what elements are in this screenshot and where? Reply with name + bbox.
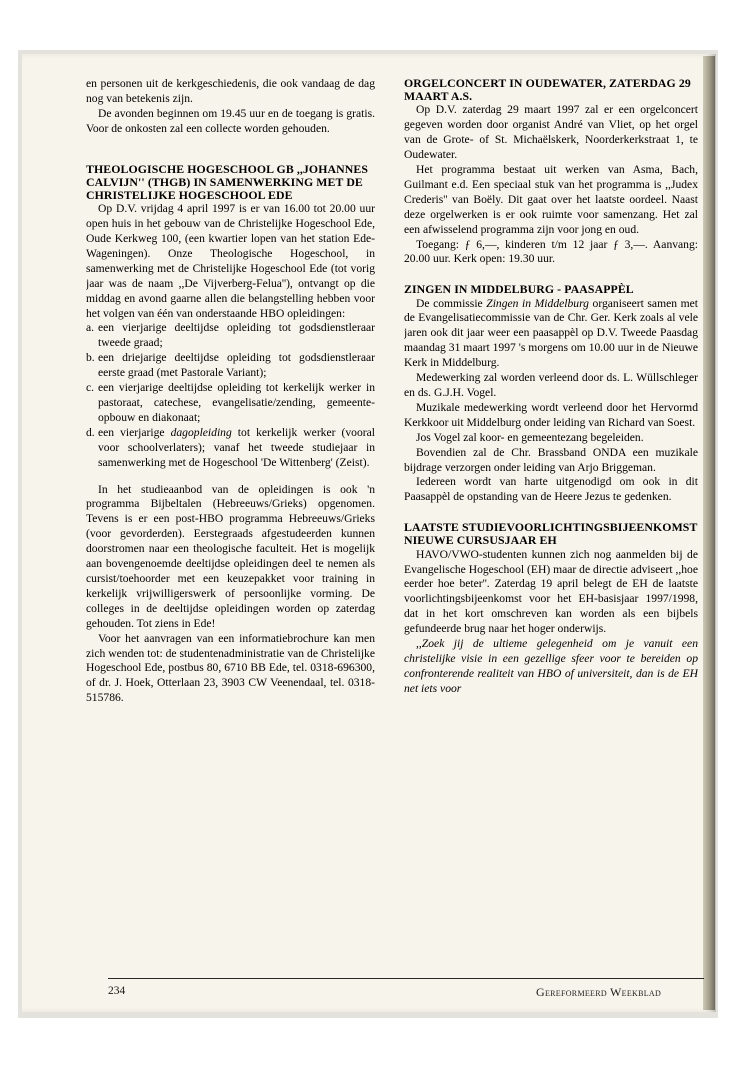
page-number: 234 [108,985,126,997]
zingen-paragraph-2: Medewerking zal worden verleend door ds. L. Wüllschleger en ds. G.J.H. Vogel. [404,371,698,400]
left-column [86,77,375,706]
page-binding-edge [703,56,715,1010]
thgb-paragraph-3: Voor het aanvragen van een informatiebrochure kan men zich wenden tot: de studentenadministratie van de Christelijke Hogeschool Ede, postbus 80, 6710 BB Ede, tel. 0318-696300, of dr. J. Hoek, Otterlaan 23, 3903 CW Veenendaal, tel. 0318-515786. [86,631,375,705]
zingen-paragraph-6: Iedereen wordt van harte uitgenodigd om ook in dit Paasappèl de opstanding van de Heere Jezus te gedenken. [404,475,698,504]
intro-paragraph-1: en personen uit de kerkgeschiedenis, die ook vandaag de dag nog van betekenis zijn. [86,77,375,105]
eh-paragraph-2: ,,Zoek jij de ultieme gelegenheid om je vanuit een christelijke visie in een gezellige sfeer voor te bereiden op confronterende realiteit van HBO of universiteit, dan is de EH net iets voor [404,637,698,695]
orgel-paragraph-3: Toegang: ƒ 6,—, kinderen t/m 12 jaar ƒ 3,—. Aanvang: 20.00 uur. Kerk open: 19.30 uur. [404,237,698,266]
heading-zingen-in-middelburg: ZINGEN IN MIDDELBURG - PAASAPPÈL [404,282,634,297]
heading-orgelconcert: ORGELCONCERT IN OUDEWATER, ZATERDAG 29 MAART A.S. [404,77,691,104]
publication-name: Gereformeerd Weekblad [536,985,662,999]
list-item: a. een vierjarige deeltijdse opleiding tot godsdienstleraar tweede graad; [86,321,375,350]
list-item: b. een driejarige deeltijdse opleiding tot godsdienstleraar eerste graad (met Pastorale Variant); [86,351,375,380]
opleidingen-list [86,321,375,470]
zingen-paragraph-1: De commissie Zingen in Middelburg organiseert samen met de Evangelisatiecommissie van de Chr. Ger. Kerk zoals al vele jaren ook dit jaar weer een paasappèl op D.V. Tweede Paasdag maandag 31 maart 1997 's morgens om 10.00 uur in de Nieuwe Kerk in Middelburg. [404,296,698,370]
list-item: c. een vierjarige deeltijdse opleiding tot kerkelijk werker in pastoraat, catechese, evangelisatie/zending, gemeente-opbouw en diakonaat; [86,381,375,424]
zingen-paragraph-3: Muzikale medewerking wordt verleend door het Hervormd Kerkkoor uit Middelburg onder leiding van Richard van Soest. [404,400,698,429]
right-column [404,77,698,697]
thgb-paragraph-1: Op D.V. vrijdag 4 april 1997 is er van 16.00 tot 20.00 uur open huis in het gebouw van de Christelijke Hogeschool Ede, Oude Kerkweg 100, (een kwartier lopen van het station Ede-Wageningen). Onze Theologische Hogeschool, in samenwerking met de Christelijke Hogeschool Ede (tot vorig jaar was de naam ,,De Vijverberg-Felua''), ontvangt op die middag en avond gaarne allen die belangstelling hebben voor het volgen van één van onderstaande HBO opleidingen: [86,202,375,320]
zingen-paragraph-5: Bovendien zal de Chr. Brassband ONDA een muzikale bijdrage verzorgen onder leiding van Arjo Briggeman. [404,445,698,474]
heading-studievoorlichting: LAATSTE STUDIEVOORLICHTINGSBIJEENKOMST NIEUWE CURSUSJAAR EH [404,520,698,548]
heading-theologische-hogeschool: THEOLOGISCHE HOGESCHOOL GB ,,JOHANNES CALVIJN'' (THGB) IN SAMENWERKING MET DE CHRISTELIJKE HOGESCHOOL EDE [86,161,368,203]
orgel-paragraph-1: Op D.V. zaterdag 29 maart 1997 zal er een orgelconcert gegeven worden door organist André van Vliet, op het orgel van de Grote- of St. Michaëlskerk, Noorderkerkstraat 1, te Oudewater. [404,103,698,162]
orgel-paragraph-2: Het programma bestaat uit werken van Asma, Bach, Guilmant e.d. Een speciaal stuk van het programma is ,,Judex Crederis'' van Boëly. Dit gaat over het laatste oordeel. Naast deze orgelwerken is er ook ruimte voor samenzang. Het zal een afwisselend programma zijn voor jong en oud. [404,163,698,236]
thgb-paragraph-2: In het studieaanbod van de opleidingen is ook 'n programma Bijbeltalen (Hebreeuws/Grieks) opgenomen. Tevens is er een post-HBO programma Hebreeuws/Grieks (voor gevorderden). Eerstegraads afgestudeerden kunnen doorstromen naar een theologische faculteit. Het is mogelijk aan bovengenoemde deeltijdse opleidingen deel te nemen als cursist/toehoorder met een keuzepakket voor training in kerkelijk vrijwilligerswerk of persoonlijke vorming. De colleges in de deeltijdse opleidingen worden op zaterdag gehouden. Tot ziens in Ede! [86,482,375,630]
list-item: d. een vierjarige dagopleiding tot kerkelijk werker (vooral voor schoolverlaters); vanaf het tweede studiejaar in samenwerking met de Hogeschool 'De Wittenberg' (Zeist). [86,425,375,469]
eh-paragraph-1: HAVO/VWO-studenten kunnen zich nog aanmelden bij de Evangelische Hogeschool (EH) maar de directie adviseert ,,hoe eerder hoe beter''. Zaterdag 19 april belegt de EH de laatste voorlichtingsbijeenkomst voor het EH-basisjaar 1997/1998, dat in het kort omschreven kan worden als een bijbels gefundeerde brug naar het hoger onderwijs. [404,547,698,636]
footer-rule [108,978,704,979]
intro-paragraph-2: De avonden beginnen om 19.45 uur en de toegang is gratis. Voor de onkosten zal een collecte worden gehouden. [86,106,375,135]
zingen-paragraph-4: Jos Vogel zal koor- en gemeentezang begeleiden. [416,430,644,444]
